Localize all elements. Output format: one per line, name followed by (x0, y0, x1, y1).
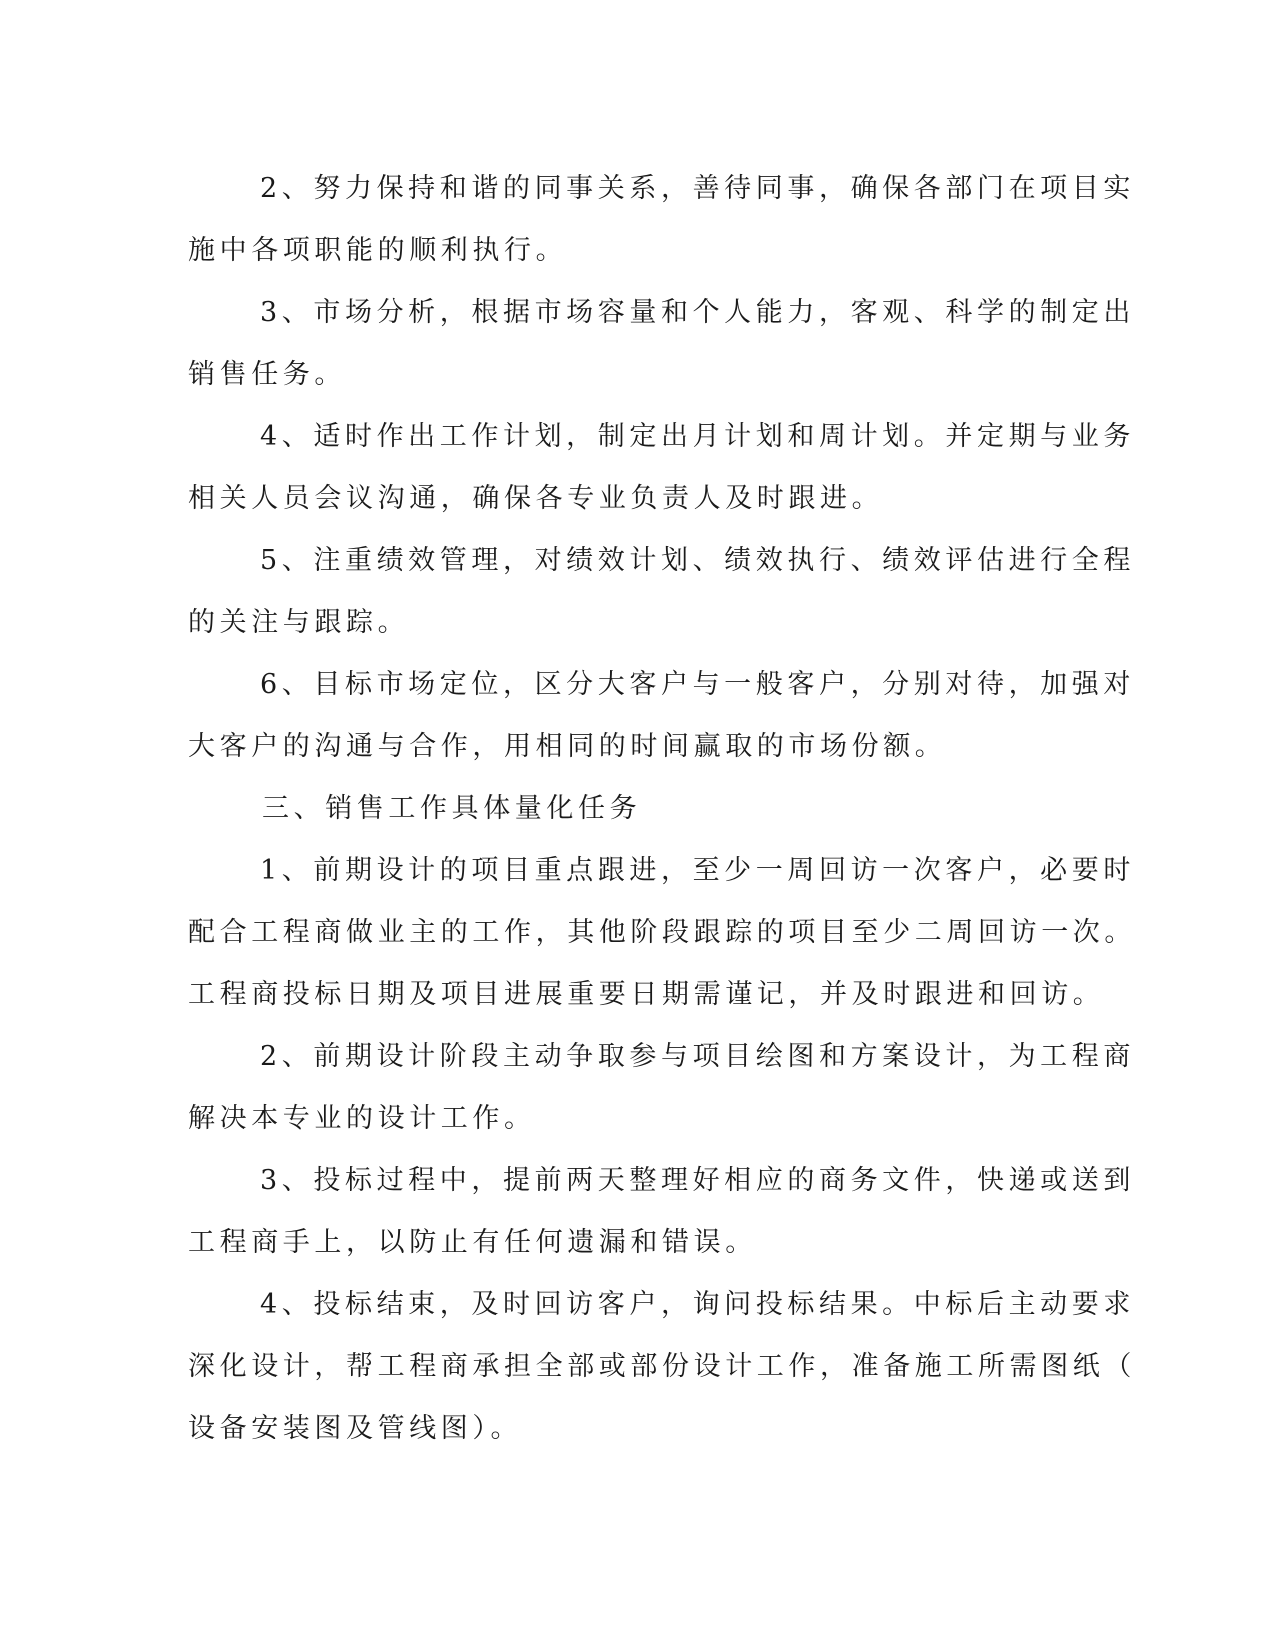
paragraph-line: 解决本专业的设计工作。 (188, 1103, 536, 1134)
paragraph-line: 销售任务。 (188, 359, 346, 390)
paragraph-line: 1、前期设计的项目重点跟进，至少一周回访一次客户，必要时 (260, 855, 1135, 886)
section-heading (188, 778, 1068, 840)
paragraph-line: 的关注与跟踪。 (188, 607, 410, 638)
document-body (188, 158, 1136, 1460)
paragraph-bidding (188, 1150, 1135, 1274)
paragraph-line: 4、适时作出工作计划，制定出月计划和周计划。并定期与业务 (260, 421, 1135, 452)
paragraph-design (188, 1026, 1135, 1150)
paragraph-line: 2、努力保持和谐的同事关系，善待同事，确保各部门在项目实 (260, 173, 1135, 204)
paragraph-line: 施中各项职能的顺利执行。 (188, 235, 568, 266)
paragraph-follow-up (188, 840, 1136, 1026)
paragraph-line: 设备安装图及管线图）。 (188, 1413, 523, 1444)
paragraph-line: 配合工程商做业主的工作，其他阶段跟踪的项目至少二周回访一次。 (188, 917, 1136, 948)
paragraph-work-plan (188, 406, 1135, 530)
paragraph-line: 5、注重绩效管理，对绩效计划、绩效执行、绩效评估进行全程 (260, 545, 1135, 576)
paragraph-line: 4、投标结束，及时回访客户，询问投标结果。中标后主动要求 (260, 1289, 1135, 1320)
paragraph-line: 深化设计，帮工程商承担全部或部份设计工作，准备施工所需图纸（ (188, 1351, 1136, 1382)
paragraph-line: 相关人员会议沟通，确保各专业负责人及时跟进。 (188, 483, 884, 514)
paragraph-after-bid (188, 1274, 1136, 1460)
paragraph-line: 2、前期设计阶段主动争取参与项目绘图和方案设计，为工程商 (260, 1041, 1135, 1072)
paragraph-market-analysis (188, 282, 1135, 406)
paragraph-line: 工程商投标日期及项目进展重要日期需谨记，并及时跟进和回访。 (188, 979, 1105, 1010)
paragraph-line: 工程商手上，以防止有任何遗漏和错误。 (188, 1227, 757, 1258)
paragraph-performance (188, 530, 1135, 654)
paragraph-harmony (188, 158, 1135, 282)
paragraph-line: 3、投标过程中，提前两天整理好相应的商务文件，快递或送到 (260, 1165, 1135, 1196)
paragraph-line: 大客户的沟通与合作，用相同的时间赢取的市场份额。 (188, 731, 947, 762)
paragraph-line: 6、目标市场定位，区分大客户与一般客户，分别对待，加强对 (260, 669, 1135, 700)
paragraph-target-market (188, 654, 1135, 778)
heading-line: 三、销售工作具体量化任务 (262, 793, 642, 824)
paragraph-line: 3、市场分析，根据市场容量和个人能力，客观、科学的制定出 (260, 297, 1135, 328)
